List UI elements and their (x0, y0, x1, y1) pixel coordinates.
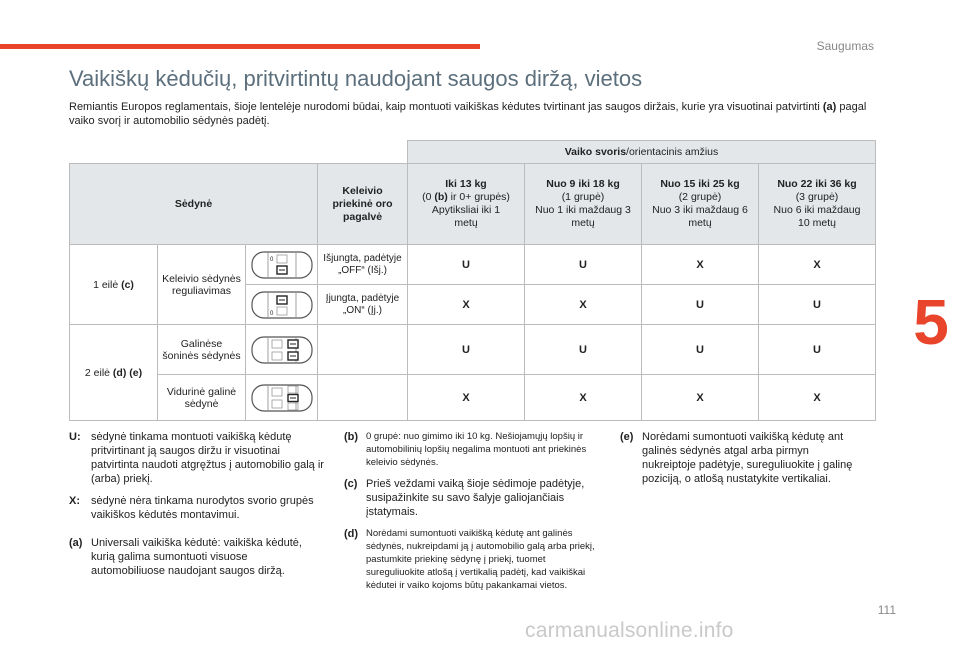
row2-label: 2 eilė (d) (e) (70, 325, 158, 421)
legend-column-2 (344, 430, 602, 600)
note-c: (c) Prieš veždami vaiką šioje sėdimoje padėtyje, susipažinkite su savo šalyje galiojančiais įstatymais. (344, 478, 585, 518)
svg-text:0: 0 (269, 256, 273, 263)
rear-middle-empty-cell (318, 375, 408, 421)
group-header-0: Iki 13 kg (0 (b) ir 0+ grupės) Apytiksliai iki 1 metų (408, 164, 525, 245)
note-d: (d) Norėdami sumontuoti vaikišką kėdutę ant galinės sėdynės, nukreipdami ją į automobilio galą arba priekį, pastumkite priekinę sėdynę į priekį, tuomet sureguliuokite atlošą į vertikalią padėtį, kad vaikiškai kėdutei ir vaiko kojoms būtų pakankamai vietos. (344, 528, 595, 591)
row2-side-seat-label: Galinėse šoninės sėdynės (158, 325, 246, 375)
weight-group-header: Vaiko svoris/orientacinis amžius (408, 141, 876, 164)
cell-r1on-g0: X (408, 285, 525, 325)
cell-r1off-g3: X (759, 245, 876, 285)
cell-r2mid-g0: X (408, 375, 525, 421)
cell-r1on-g3: U (759, 285, 876, 325)
page-number: 111 (877, 603, 896, 617)
svg-text:0: 0 (269, 310, 273, 317)
car-diagram-rear-side (246, 325, 318, 375)
airbag-column-header: Keleivio priekinė oro pagalvė (318, 164, 408, 245)
cell-r2mid-g2: X (642, 375, 759, 421)
watermark: carmanualsonline.info (525, 619, 734, 642)
row1-label: 1 eilė (c) (70, 245, 158, 325)
seat-column-header: Sėdynė (70, 164, 318, 245)
intro-paragraph: Remiantis Europos reglamentais, šioje lentelėje nurodomi būdai, kaip montuoti vaikiškas kėdutes tvirtinant jas saugos diržais, kurie yra visuotinai patvirtinti (a) pagal vaiko svorį ir automobilio sėdynės padėtį. (69, 101, 867, 127)
cell-r1on-g2: U (642, 285, 759, 325)
cell-r2side-g1: U (525, 325, 642, 375)
cell-r2mid-g1: X (525, 375, 642, 421)
car-top-view-icon (250, 333, 314, 367)
legend-column-3 (620, 430, 860, 494)
cell-r2side-g0: U (408, 325, 525, 375)
page-title: Vaikiškų kėdučių, pritvirtintų naudojant saugos diržą, vietos (69, 66, 643, 91)
chapter-number: 5 (913, 286, 949, 358)
rear-side-empty-cell (318, 325, 408, 375)
row1-seat-label: Keleivio sėdynės reguliavimas (158, 245, 246, 325)
section-name: Saugumas (816, 39, 874, 53)
row2-middle-seat-label: Vidurinė galinė sėdynė (158, 375, 246, 421)
cell-r2side-g2: U (642, 325, 759, 375)
header-accent-bar (0, 44, 480, 49)
car-top-view-icon (250, 381, 314, 415)
car-diagram-rear-middle (246, 375, 318, 421)
cell-r2side-g3: U (759, 325, 876, 375)
cell-r2mid-g3: X (759, 375, 876, 421)
airbag-on-state: Įjungta, padėtyje „ON“ (Įj.) (318, 285, 408, 325)
group-header-2: Nuo 15 iki 25 kg (2 grupė) Nuo 3 iki maždaug 6 metų (642, 164, 759, 245)
cell-r1off-g1: U (525, 245, 642, 285)
cell-r1off-g2: X (642, 245, 759, 285)
cell-r1on-g1: X (525, 285, 642, 325)
legend-column-1 (69, 430, 324, 586)
legend-x: X: sėdynė nėra tinkama nurodytos svorio grupės vaikiškos kėdutės montavimui. (69, 495, 314, 521)
car-diagram-airbag-on (246, 285, 318, 325)
note-e: (e) Norėdami sumontuoti vaikišką kėdutę ant galinės sėdynės atgal arba pirmyn nukreiptoje padėtyje, sureguliuokite į galinę poziciją, o atlošą nustatykite vertikaliai. (620, 431, 853, 485)
note-b: (b) 0 grupė: nuo gimimo iki 10 kg. Nešiojamųjų lopšių ir automobilinių lopšių negalima montuoti ant priekinės keleivio sėdynės. (344, 431, 587, 468)
group-header-3: Nuo 22 iki 36 kg (3 grupė) Nuo 6 iki maždaug 10 metų (759, 164, 876, 245)
car-top-view-icon (250, 288, 314, 322)
airbag-off-state: Išjungta, padėtyje „OFF“ (Išj.) (318, 245, 408, 285)
cell-r1off-g0: U (408, 245, 525, 285)
group-header-1: Nuo 9 iki 18 kg (1 grupė) Nuo 1 iki maždaug 3 metų (525, 164, 642, 245)
car-diagram-airbag-off (246, 245, 318, 285)
legend-u: U: sėdynė tinkama montuoti vaikišką kėdutę pritvirtinant ją saugos diržu ir visuotinai patvirtinta naudoti atgręžtus į automobilio galą ir (arba) priekį. (69, 431, 324, 485)
car-top-view-icon (250, 248, 314, 282)
note-a: (a) Universali vaikiška kėdutė: vaikiška kėdutė, kurią galima sumontuoti visuose automobiliuose naudojant saugos diržą. (69, 537, 302, 577)
child-seat-table (69, 140, 876, 421)
